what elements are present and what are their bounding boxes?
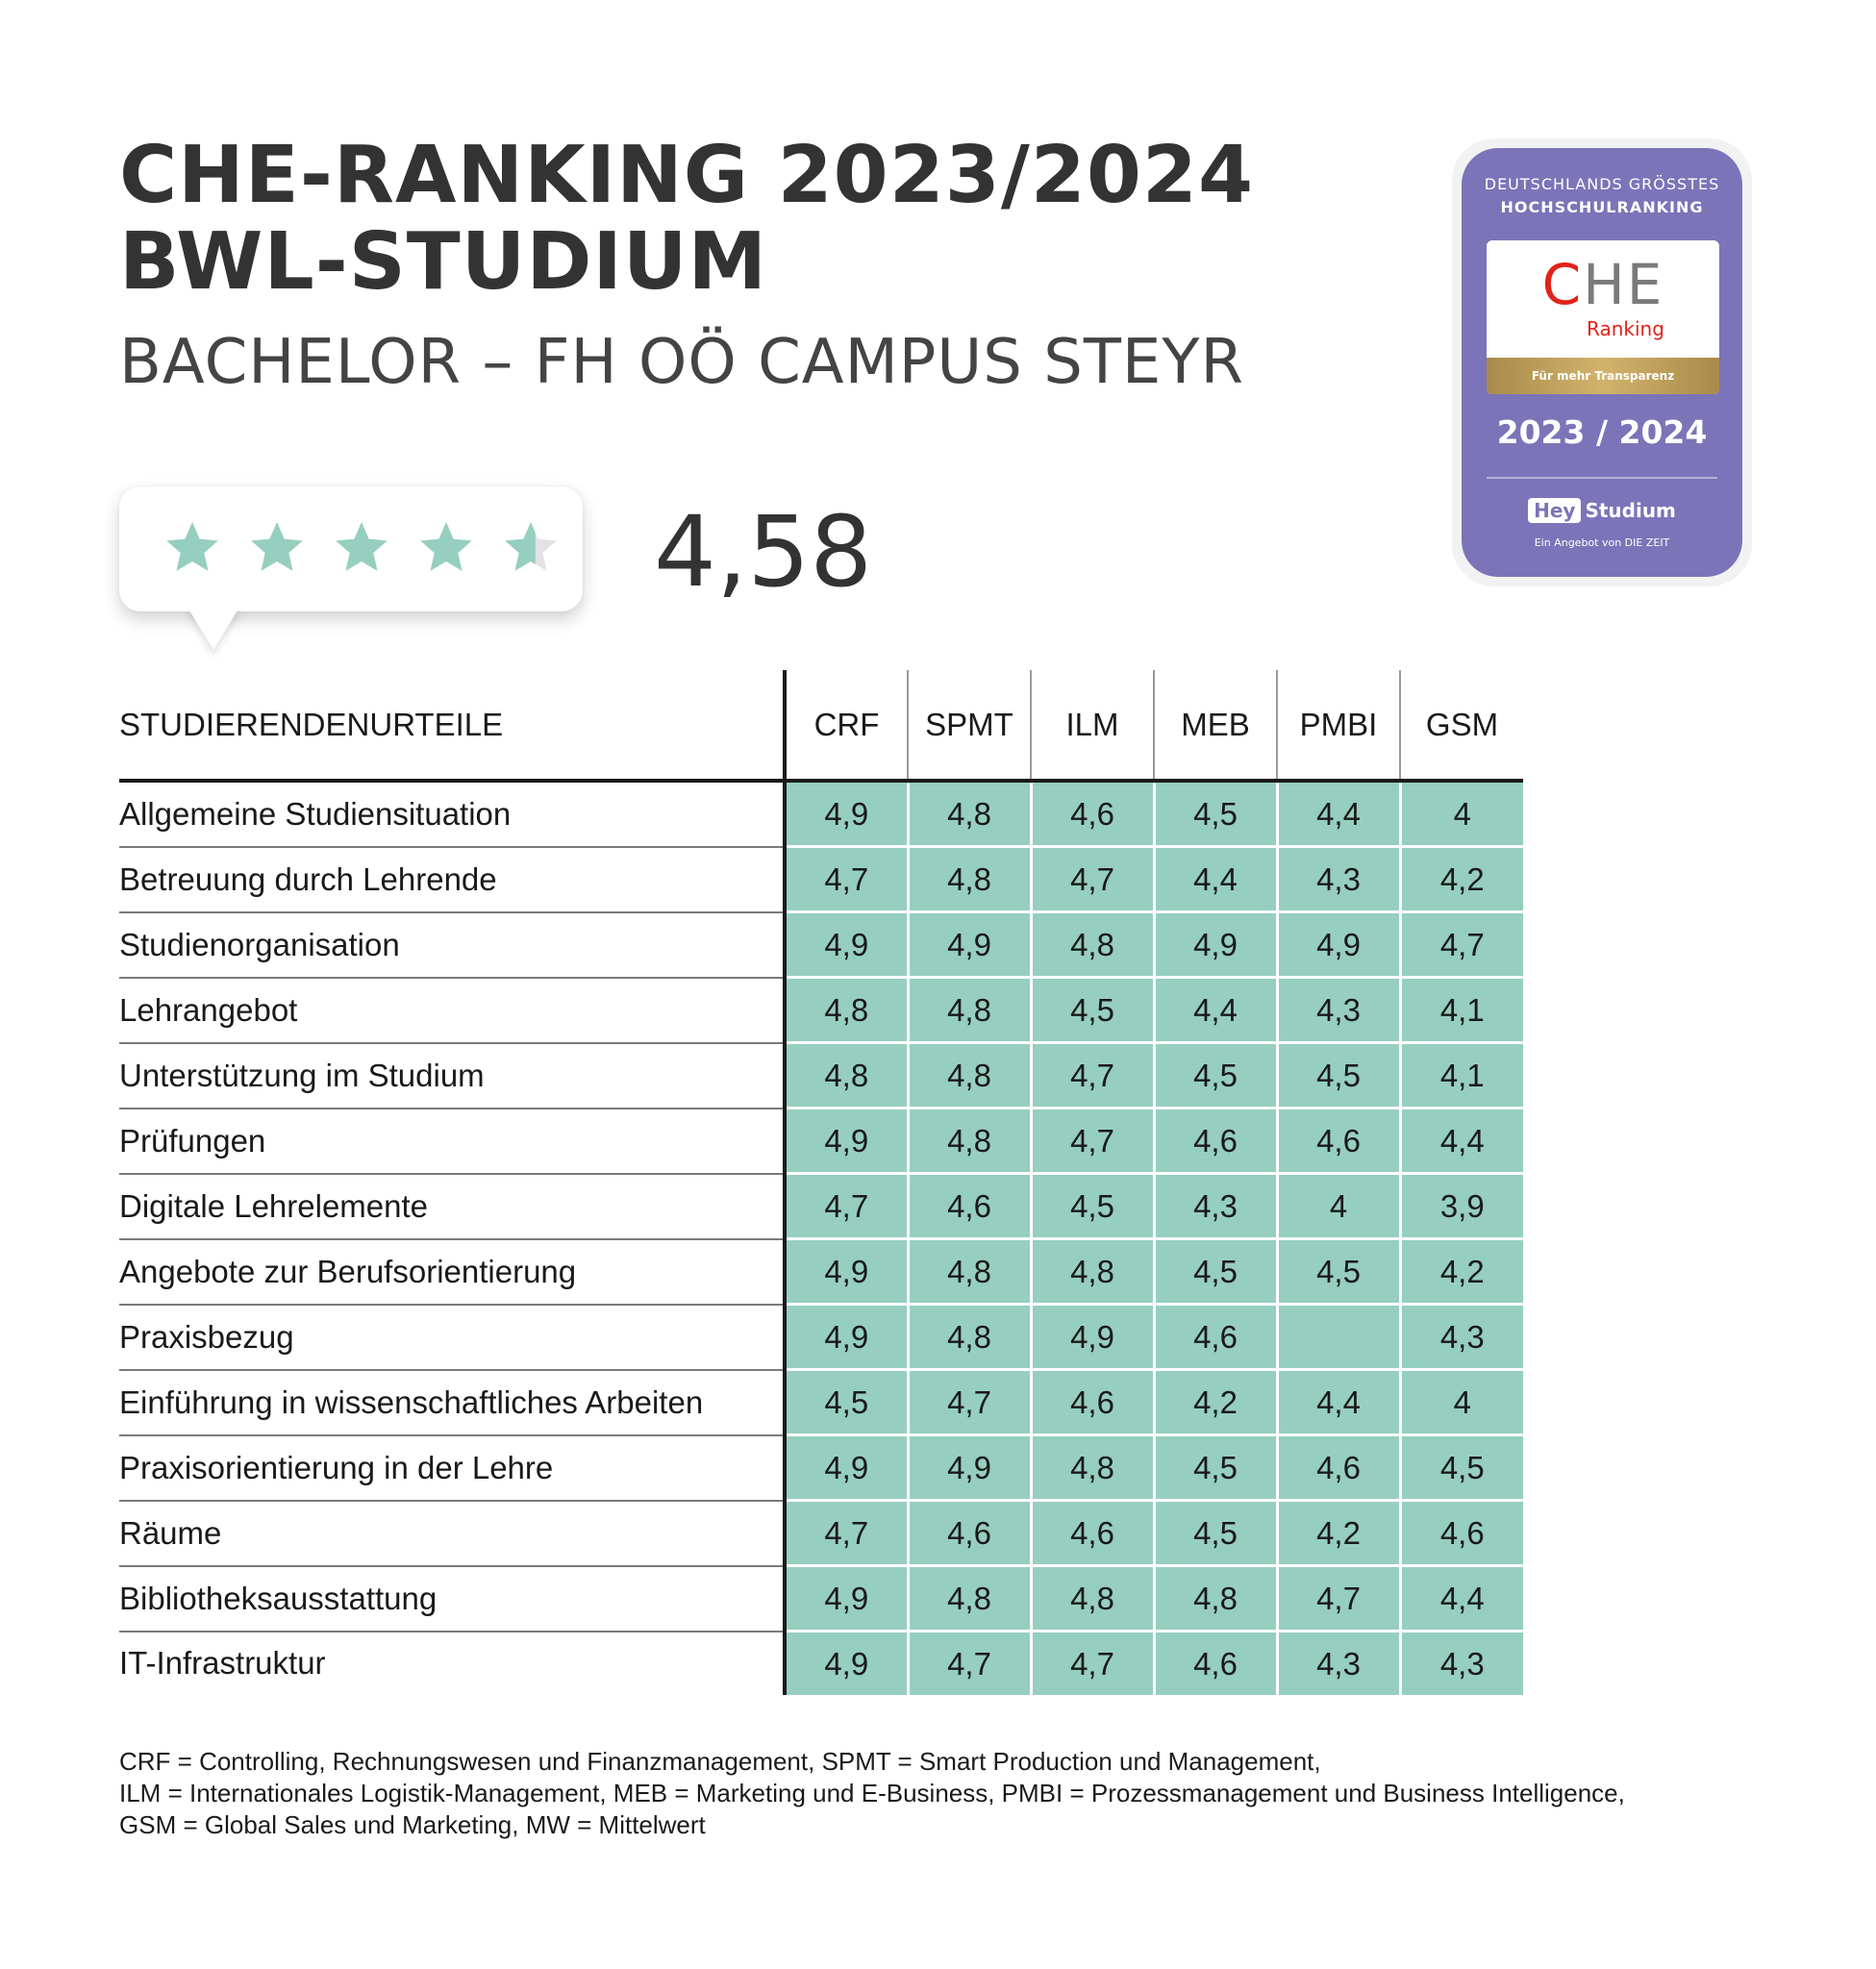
table-row xyxy=(119,1043,1523,1109)
score-cell: 4,9 xyxy=(785,1632,908,1696)
score-cell: 4,2 xyxy=(1400,1239,1523,1305)
score-cell: 4,5 xyxy=(1277,1239,1400,1305)
table-header-label: STUDIERENDENURTEILE xyxy=(119,670,785,781)
score-cell: 4,7 xyxy=(1400,912,1523,978)
score-cell: 4,9 xyxy=(1031,1305,1154,1370)
score-cell: 4,9 xyxy=(785,912,908,978)
row-label: Räume xyxy=(119,1501,785,1566)
score-cell: 4,7 xyxy=(1277,1566,1400,1632)
score-cell: 4,2 xyxy=(1277,1501,1400,1566)
table-row xyxy=(119,1239,1523,1305)
badge-divider xyxy=(1487,477,1717,479)
score-cell: 4,5 xyxy=(1154,1501,1277,1566)
score-cell: 4,1 xyxy=(1400,978,1523,1043)
row-label: Prüfungen xyxy=(119,1109,785,1174)
score-cell: 4,3 xyxy=(1277,847,1400,912)
score-cell: 4,7 xyxy=(1031,847,1154,912)
row-label: IT-Infrastruktur xyxy=(119,1645,326,1682)
score-cell: 4,8 xyxy=(785,1043,908,1109)
score-cell: 4,8 xyxy=(908,1305,1031,1370)
score-cell: 4,4 xyxy=(1400,1566,1523,1632)
score-cell xyxy=(1277,1305,1400,1370)
row-label: Praxisbezug xyxy=(119,1305,785,1370)
score-cell: 4,8 xyxy=(908,1566,1031,1632)
star-icon xyxy=(502,519,560,577)
badge-tagline-2: HOCHSCHULRANKING xyxy=(1500,198,1704,216)
rating-bubble xyxy=(119,486,583,611)
rating-score: 4,58 xyxy=(654,495,873,610)
column-header: GSM xyxy=(1400,670,1523,781)
row-label: Betreuung durch Lehrende xyxy=(119,847,785,912)
row-label: Praxisorientierung in der Lehre xyxy=(119,1435,785,1501)
score-cell: 4,5 xyxy=(1277,1043,1400,1109)
score-cell: 4,9 xyxy=(908,1435,1031,1501)
score-cell: 4,7 xyxy=(908,1632,1031,1696)
score-cell: 4,8 xyxy=(908,1239,1031,1305)
score-cell: 4,4 xyxy=(1400,1109,1523,1174)
score-cell: 4,7 xyxy=(785,1501,908,1566)
star-icon xyxy=(333,519,390,577)
score-cell: 4,9 xyxy=(785,1109,908,1174)
legend-line: CRF = Controlling, Rechnungswesen und Finanzmanagement, SPMT = Smart Production und Management, xyxy=(119,1747,1321,1776)
row-label: Angebote zur Berufsorientierung xyxy=(119,1239,785,1305)
che-logo: CHE xyxy=(1541,252,1664,317)
score-cell: 4 xyxy=(1400,781,1523,847)
table-row xyxy=(119,978,1523,1043)
score-cell: 3,9 xyxy=(1400,1174,1523,1239)
score-cell: 4,5 xyxy=(1031,978,1154,1043)
rating-bubble-tail xyxy=(187,606,240,650)
table-row xyxy=(119,781,1523,847)
heystudium-logo xyxy=(1462,498,1742,523)
column-header: ILM xyxy=(1031,670,1154,781)
score-cell: 4,6 xyxy=(1277,1435,1400,1501)
table-row xyxy=(119,1501,1523,1566)
row-label: Einführung in wissenschaftliches Arbeiten xyxy=(119,1370,785,1435)
score-cell: 4,8 xyxy=(908,978,1031,1043)
score-cell: 4,6 xyxy=(1400,1501,1523,1566)
che-logo-box xyxy=(1487,240,1719,394)
row-label: Bibliotheksausstattung xyxy=(119,1566,785,1632)
badge-footer: Ein Angebot von DIE ZEIT xyxy=(1534,536,1670,549)
page-title xyxy=(119,130,1255,308)
score-cell: 4,2 xyxy=(1154,1370,1277,1435)
score-cell: 4,6 xyxy=(1154,1305,1277,1370)
title-line-1: CHE-RANKING 2023/2024 xyxy=(119,130,1255,221)
score-cell: 4,6 xyxy=(1031,1370,1154,1435)
score-cell: 4,8 xyxy=(1031,1435,1154,1501)
score-cell: 4,4 xyxy=(1277,781,1400,847)
table-row xyxy=(119,1435,1523,1501)
score-cell: 4,3 xyxy=(1400,1305,1523,1370)
row-label: Unterstützung im Studium xyxy=(119,1043,785,1109)
table-row xyxy=(119,1305,1523,1370)
score-cell: 4,3 xyxy=(1277,978,1400,1043)
score-cell: 4,8 xyxy=(1154,1566,1277,1632)
score-cell: 4,9 xyxy=(785,1566,908,1632)
score-cell: 4,9 xyxy=(785,781,908,847)
table-row xyxy=(119,847,1523,912)
star-icon xyxy=(248,519,306,577)
score-cell: 4,8 xyxy=(1031,1566,1154,1632)
score-cell: 4,8 xyxy=(908,847,1031,912)
score-cell: 4,6 xyxy=(1154,1632,1277,1696)
studium-logo-part: Studium xyxy=(1585,499,1676,522)
score-cell: 4,8 xyxy=(1031,1239,1154,1305)
score-cell: 4,5 xyxy=(1400,1435,1523,1501)
score-cell: 4,9 xyxy=(1154,912,1277,978)
legend-line: ILM = Internationales Logistik-Management, MEB = Marketing und E-Business, PMBI = Prozessmanagement und Business Intelligence, xyxy=(119,1779,1625,1807)
score-cell: 4,9 xyxy=(1277,912,1400,978)
score-cell: 4,9 xyxy=(785,1305,908,1370)
column-header: MEB xyxy=(1154,670,1277,781)
score-cell: 4,5 xyxy=(785,1370,908,1435)
column-header: SPMT xyxy=(908,670,1031,781)
score-cell: 4,8 xyxy=(1031,912,1154,978)
score-cell: 4,6 xyxy=(1277,1109,1400,1174)
score-cell: 4,8 xyxy=(908,1043,1031,1109)
score-cell: 4,4 xyxy=(1277,1370,1400,1435)
score-cell: 4,5 xyxy=(1154,1239,1277,1305)
score-cell: 4,1 xyxy=(1400,1043,1523,1109)
score-cell: 4,7 xyxy=(785,1174,908,1239)
score-cell: 4,5 xyxy=(1154,781,1277,847)
score-cell: 4 xyxy=(1277,1174,1400,1239)
score-cell: 4,6 xyxy=(908,1501,1031,1566)
column-header: CRF xyxy=(785,670,908,781)
score-cell: 4,3 xyxy=(1400,1632,1523,1696)
page-subtitle: BACHELOR – FH OÖ CAMPUS STEYR xyxy=(119,327,1244,398)
star-icon xyxy=(163,519,221,577)
score-cell: 4,6 xyxy=(1154,1109,1277,1174)
table-row xyxy=(119,1109,1523,1174)
score-cell: 4,8 xyxy=(785,978,908,1043)
star-rating xyxy=(163,519,560,577)
score-cell: 4,9 xyxy=(785,1435,908,1501)
che-logo-ranking: Ranking xyxy=(1587,317,1664,340)
row-label: Studienorganisation xyxy=(119,912,785,978)
abbreviation-legend xyxy=(119,1746,1625,1841)
table-header-row xyxy=(119,670,1523,781)
score-cell: 4,7 xyxy=(1031,1109,1154,1174)
score-cell: 4,7 xyxy=(908,1370,1031,1435)
star-icon xyxy=(417,519,475,577)
badge-tagline-1: DEUTSCHLANDS GRÖSSTES xyxy=(1484,175,1720,193)
table-row xyxy=(119,1566,1523,1632)
score-cell: 4,6 xyxy=(1031,781,1154,847)
score-cell: 4,5 xyxy=(1154,1043,1277,1109)
che-logo-strip: Für mehr Transparenz xyxy=(1487,358,1719,394)
table-row xyxy=(119,912,1523,978)
row-label: Allgemeine Studiensituation xyxy=(119,781,785,847)
score-cell: 4,8 xyxy=(908,781,1031,847)
score-cell: 4,7 xyxy=(1031,1632,1154,1696)
score-cell: 4,3 xyxy=(1154,1174,1277,1239)
title-line-2: BWL-STUDIUM xyxy=(119,216,768,308)
score-cell: 4 xyxy=(1400,1370,1523,1435)
score-cell: 4,8 xyxy=(908,1109,1031,1174)
score-cell: 4,4 xyxy=(1154,847,1277,912)
table-row xyxy=(119,1632,1523,1696)
score-cell: 4,2 xyxy=(1400,847,1523,912)
row-label: Digitale Lehrelemente xyxy=(119,1174,785,1239)
score-cell: 4,7 xyxy=(1031,1043,1154,1109)
score-cell: 4,6 xyxy=(1031,1501,1154,1566)
score-cell: 4,5 xyxy=(1154,1435,1277,1501)
ranking-table xyxy=(119,670,1523,1695)
score-cell: 4,9 xyxy=(785,1239,908,1305)
score-cell: 4,4 xyxy=(1154,978,1277,1043)
legend-line: GSM = Global Sales und Marketing, MW = Mittelwert xyxy=(119,1810,706,1839)
score-cell: 4,3 xyxy=(1277,1632,1400,1696)
hey-logo-part: Hey xyxy=(1528,498,1581,523)
score-cell: 4,6 xyxy=(908,1174,1031,1239)
table-row xyxy=(119,1174,1523,1239)
score-cell: 4,7 xyxy=(785,847,908,912)
badge-year: 2023 / 2024 xyxy=(1496,413,1708,451)
row-label: Lehrangebot xyxy=(119,978,785,1043)
table-row xyxy=(119,1370,1523,1435)
che-ranking-badge xyxy=(1462,148,1742,577)
score-cell: 4,9 xyxy=(908,912,1031,978)
score-cell: 4,5 xyxy=(1031,1174,1154,1239)
column-header: PMBI xyxy=(1277,670,1400,781)
